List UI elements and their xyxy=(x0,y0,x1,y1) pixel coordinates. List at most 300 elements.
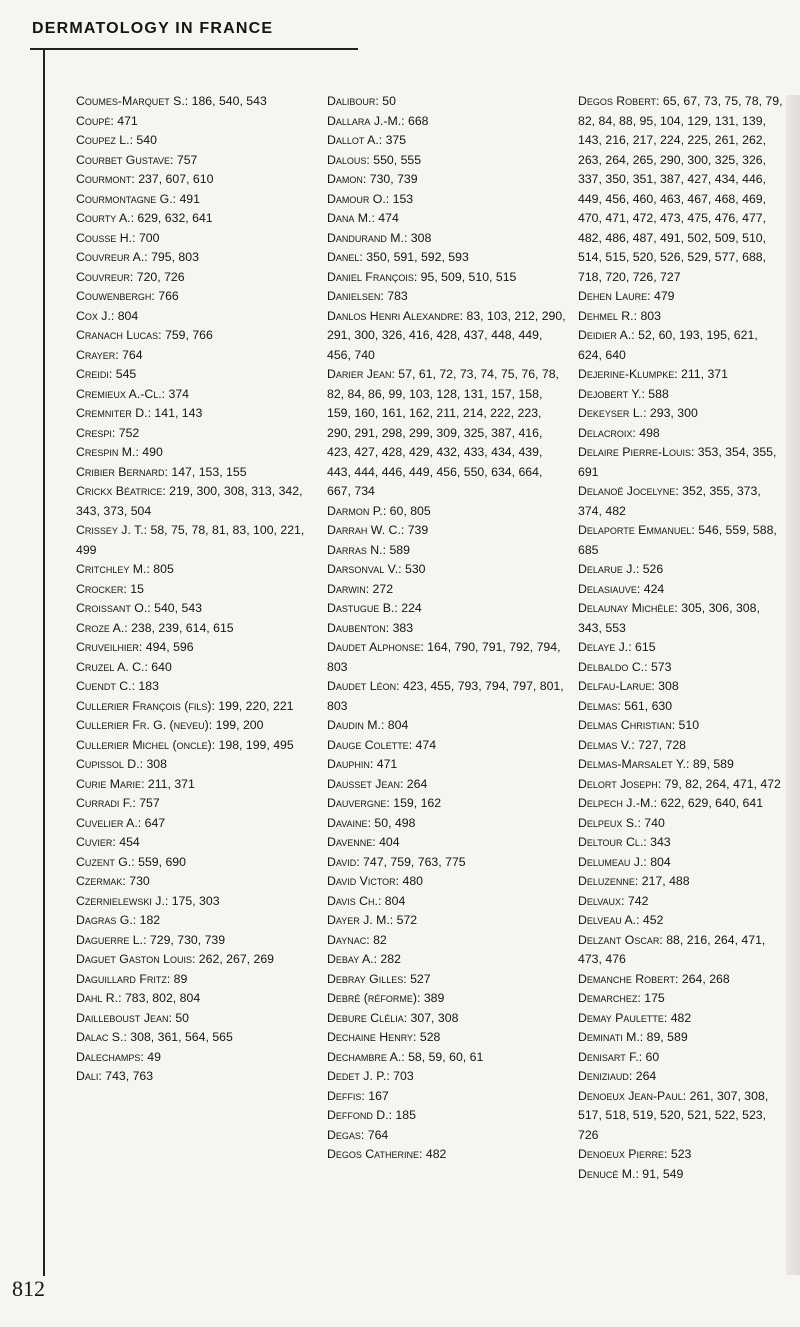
entry-pages: : 374 xyxy=(161,386,189,401)
entry-name: Davis Ch. xyxy=(327,893,378,908)
index-entry xyxy=(76,892,316,912)
entry-name: Delfau-Larue xyxy=(578,679,652,693)
entry-pages: : 804 xyxy=(110,308,139,323)
index-entry xyxy=(76,1048,316,1068)
index-entry xyxy=(327,931,567,951)
index-entry xyxy=(578,1009,783,1029)
index-entry xyxy=(76,599,316,619)
entry-pages: : 526 xyxy=(635,562,664,576)
entry-name: Delasiauve xyxy=(578,581,637,596)
entry-pages: : 352, 355, 373, 374, 482 xyxy=(578,484,761,518)
entry-pages: : 668 xyxy=(401,113,429,128)
index-entry xyxy=(76,365,316,385)
index-entry xyxy=(578,853,783,873)
entry-pages: : 308 xyxy=(651,679,679,693)
entry-pages: : 471 xyxy=(110,113,138,128)
entry-pages: : 58, 59, 60, 61 xyxy=(401,1049,484,1064)
index-entry xyxy=(578,326,783,365)
entry-pages: : 264 xyxy=(399,776,428,791)
entry-pages: : 198, 199, 495 xyxy=(211,737,294,752)
index-entry xyxy=(327,365,567,502)
entry-pages: : 804 xyxy=(377,893,406,908)
index-entry xyxy=(578,911,783,931)
entry-name: Delpech J.-M. xyxy=(578,796,654,810)
entry-name: Dedet J. P. xyxy=(327,1069,387,1083)
entry-name: Deffond D. xyxy=(327,1108,389,1122)
index-entry xyxy=(327,833,567,853)
entry-name: Deniziaud xyxy=(578,1069,629,1083)
entry-pages: : 471 xyxy=(369,757,398,771)
index-entry xyxy=(327,1106,567,1126)
index-entry xyxy=(327,560,567,580)
entry-pages: : 452 xyxy=(636,913,664,927)
index-entry xyxy=(578,287,783,307)
entry-name: Danel xyxy=(327,250,360,264)
index-entry xyxy=(76,229,316,249)
entry-name: Crespin M. xyxy=(76,445,136,459)
index-entry xyxy=(578,931,783,970)
index-entry xyxy=(578,365,783,385)
entry-name: Daubenton xyxy=(327,620,386,635)
entry-name: Delaire Pierre-Louis xyxy=(578,445,691,459)
entry-name: Denisart F. xyxy=(578,1049,639,1064)
entry-name: Coupé xyxy=(76,113,111,128)
entry-name: Deltour Cl. xyxy=(578,835,644,849)
index-entry xyxy=(327,268,567,288)
entry-name: Demay Paulette xyxy=(578,1010,664,1025)
entry-pages: : 57, 61, 72, 73, 74, 75, 76, 78, 82, 84, 86, 99, 103, 128, 131, 157, 158, 159, 160, 161, 162, 211, 214, 222, 223, 290, 291, 298, 299, 309, 325, 387, 416, 423, 427, 428, 429, 432, 433, 434, 439, 443, 444, 446, 449, 456, 550, 634, 664, 667, 734 xyxy=(327,367,559,498)
index-entry xyxy=(578,1028,783,1048)
entry-name: Cox J. xyxy=(76,308,111,323)
entry-pages: : 742 xyxy=(621,893,649,908)
entry-name: Damour O. xyxy=(327,191,386,206)
entry-pages: : 757 xyxy=(132,796,160,810)
entry-pages: : 629, 632, 641 xyxy=(130,211,213,225)
entry-pages: : 727, 728 xyxy=(631,737,687,752)
entry-pages: : 308 xyxy=(139,757,167,771)
index-entry xyxy=(327,1145,567,1165)
index-entry xyxy=(76,307,316,327)
entry-name: Daudet Alphonse xyxy=(327,640,421,654)
index-entry xyxy=(76,619,316,639)
entry-name: Dejobert Y. xyxy=(578,386,642,401)
entry-name: Cremniter D. xyxy=(76,406,148,420)
entry-pages: : 783, 802, 804 xyxy=(118,991,201,1005)
entry-pages: : 58, 75, 78, 81, 83, 100, 221, 499 xyxy=(76,523,305,557)
entry-pages: : 573 xyxy=(644,659,672,674)
entry-pages: : 261, 307, 308, 517, 518, 519, 520, 521, 522, 523, 726 xyxy=(578,1088,769,1142)
index-entry xyxy=(578,443,783,482)
entry-pages: : 482 xyxy=(663,1010,692,1025)
entry-name: Cribier Bernard xyxy=(76,464,165,479)
entry-pages: : 530 xyxy=(398,562,426,576)
entry-name: Critchley M. xyxy=(76,562,147,576)
entry-name: Davenne xyxy=(327,835,373,849)
entry-pages: : 89, 589 xyxy=(685,757,734,771)
entry-name: Delmas Christian xyxy=(578,718,672,732)
index-entry xyxy=(578,424,783,444)
index-entry xyxy=(76,638,316,658)
entry-pages: : 561, 630 xyxy=(617,698,673,713)
index-entry xyxy=(327,853,567,873)
entry-name: Dalechamps xyxy=(76,1049,141,1064)
index-entry xyxy=(578,580,783,600)
index-entry xyxy=(578,92,783,287)
entry-name: Denucé M. xyxy=(578,1166,636,1181)
entry-pages: : 185 xyxy=(388,1108,416,1122)
entry-name: Darsonval V. xyxy=(327,562,399,576)
entry-name: Delacroix xyxy=(578,425,633,440)
entry-name: Delbaldo C. xyxy=(578,659,645,674)
entry-name: David Victor xyxy=(327,874,396,888)
entry-name: Czermak xyxy=(76,874,123,888)
entry-pages: : 730 xyxy=(122,874,150,888)
entry-pages: : 49 xyxy=(140,1049,161,1064)
entry-name: Daguillard Fritz xyxy=(76,971,167,986)
entry-name: Daudin M. xyxy=(327,718,381,732)
running-head: DERMATOLOGY IN FRANCE xyxy=(32,20,274,37)
entry-pages: : 237, 607, 610 xyxy=(131,172,214,186)
entry-pages: : 282 xyxy=(373,952,401,966)
index-entry xyxy=(327,950,567,970)
index-entry xyxy=(76,1009,316,1029)
index-entry xyxy=(578,1087,783,1146)
index-entry xyxy=(578,775,783,795)
entry-name: Dekeyser L. xyxy=(578,406,644,420)
entry-pages: : 510 xyxy=(671,718,700,732)
index-entry xyxy=(578,482,783,521)
entry-pages: : 572 xyxy=(389,913,418,927)
entry-pages: : 474 xyxy=(371,211,399,225)
index-entry xyxy=(327,1087,567,1107)
entry-name: Dehmel R. xyxy=(578,308,634,323)
entry-name: Dauge Colette xyxy=(327,737,409,752)
entry-pages: : 153 xyxy=(385,191,414,206)
entry-name: Crocker xyxy=(76,581,124,596)
entry-name: Debay A. xyxy=(327,952,374,966)
index-entry xyxy=(327,112,567,132)
entry-name: Darmon P. xyxy=(327,503,383,518)
entry-pages: : 95, 509, 510, 515 xyxy=(413,269,517,284)
entry-pages: : 540, 543 xyxy=(147,601,202,615)
entry-name: Delaunay Michèle xyxy=(578,601,675,615)
entry-pages: : 479 xyxy=(647,289,675,303)
index-entry xyxy=(76,931,316,951)
index-entry xyxy=(327,1048,567,1068)
index-entry xyxy=(327,638,567,677)
entry-pages: : 50, 498 xyxy=(367,815,416,830)
entry-name: Couvreur xyxy=(76,269,130,284)
entry-name: Delaye J. xyxy=(578,640,629,654)
index-entry xyxy=(76,658,316,678)
index-entry xyxy=(76,677,316,697)
header-rule xyxy=(30,48,358,50)
index-entry xyxy=(327,190,567,210)
entry-pages: : 740 xyxy=(637,815,665,830)
entry-pages: : 423, 455, 793, 794, 797, 801, 803 xyxy=(327,679,564,713)
entry-name: Dagras G. xyxy=(76,913,133,927)
index-entry xyxy=(76,775,316,795)
index-entry xyxy=(76,580,316,600)
entry-pages: : 353, 354, 355, 691 xyxy=(578,445,777,479)
entry-name: Degas xyxy=(327,1127,361,1142)
entry-pages: : 498 xyxy=(632,425,660,440)
entry-name: Deffis xyxy=(327,1088,362,1103)
index-entry xyxy=(76,424,316,444)
entry-pages: : 589 xyxy=(382,542,410,557)
entry-name: Debré (réforme) xyxy=(327,991,417,1005)
entry-pages: : 147, 153, 155 xyxy=(164,464,247,479)
index-entry xyxy=(327,1009,567,1029)
index-entry xyxy=(76,112,316,132)
entry-name: Danielsen xyxy=(327,289,381,303)
entry-pages: : 65, 67, 73, 75, 78, 79, 82, 84, 88, 95, 104, 129, 131, 139, 143, 216, 217, 224, 225, 261, 262, 263, 264, 265, 290, 300, 325, 326, 337, 350, 351, 387, 427, 434, 446, 449, 456, 460, 463, 467, 468, 469, 470, 471, 472, 473, 475, 476, 477, 482, 486, 487, 491, 502, 509, 510, 514, 515, 520, 526, 529, 577, 688, 718, 720, 726, 727 xyxy=(578,94,783,284)
entry-name: Darrah W. C. xyxy=(327,523,401,537)
entry-pages: : 622, 629, 640, 641 xyxy=(653,796,764,810)
index-entry xyxy=(578,404,783,424)
index-entry xyxy=(76,287,316,307)
index-entry xyxy=(327,502,567,522)
entry-name: Dehen Laure xyxy=(578,289,648,303)
index-entry xyxy=(578,736,783,756)
index-entry xyxy=(76,1028,316,1048)
entry-pages: : 615 xyxy=(628,640,656,654)
entry-pages: : 764 xyxy=(360,1127,389,1142)
index-entry xyxy=(327,307,567,366)
index-entry xyxy=(327,229,567,249)
entry-pages: : 700 xyxy=(132,230,160,245)
entry-pages: : 647 xyxy=(137,815,166,830)
index-entry xyxy=(76,716,316,736)
entry-pages: : 343 xyxy=(643,835,671,849)
index-entry xyxy=(76,911,316,931)
entry-name: Couwenbergh xyxy=(76,289,152,303)
index-entry xyxy=(327,736,567,756)
entry-pages: : 795, 803 xyxy=(144,250,199,264)
entry-pages: : 219, 300, 308, 313, 342, 343, 373, 504 xyxy=(76,484,303,518)
index-entry xyxy=(76,872,316,892)
entry-name: Cullerier Fr. G. (neveu) xyxy=(76,718,209,732)
entry-name: Coupez L. xyxy=(76,133,130,147)
entry-pages: : 703 xyxy=(386,1069,414,1083)
margin-rule xyxy=(43,49,45,1276)
index-entry xyxy=(578,794,783,814)
index-entry xyxy=(76,248,316,268)
entry-name: Dastugue B. xyxy=(327,601,395,615)
entry-pages: : 404 xyxy=(372,835,400,849)
index-entry xyxy=(76,151,316,171)
entry-pages: : 747, 759, 763, 775 xyxy=(356,854,466,869)
entry-pages: : 424 xyxy=(636,581,665,596)
index-entry xyxy=(327,911,567,931)
entry-name: Delarue J. xyxy=(578,562,636,576)
entry-name: Cuendt C. xyxy=(76,679,132,693)
entry-name: Degos Robert xyxy=(578,94,657,108)
index-entry xyxy=(327,970,567,990)
entry-name: Cuvelier A. xyxy=(76,815,138,830)
entry-pages: : 82 xyxy=(366,932,387,947)
entry-pages: : 540 xyxy=(129,133,157,147)
entry-name: Delumeau J. xyxy=(578,854,644,869)
entry-name: Delveau A. xyxy=(578,913,637,927)
index-entry xyxy=(578,658,783,678)
index-entry xyxy=(578,970,783,990)
index-entry xyxy=(578,638,783,658)
entry-name: Delzant Oscar xyxy=(578,932,660,947)
entry-name: Darier Jean xyxy=(327,367,392,381)
index-entry xyxy=(327,92,567,112)
index-column-3 xyxy=(578,92,783,1184)
entry-pages: : 305, 306, 308, 343, 553 xyxy=(578,601,760,635)
index-entry xyxy=(76,950,316,970)
index-entry xyxy=(327,170,567,190)
index-entry xyxy=(327,892,567,912)
entry-name: Davaine xyxy=(327,815,368,830)
index-entry xyxy=(327,599,567,619)
entry-name: Couvreur A. xyxy=(76,250,145,264)
index-entry xyxy=(76,443,316,463)
index-entry xyxy=(578,677,783,697)
entry-name: Courty A. xyxy=(76,211,131,225)
entry-name: Coumes-Marquet S. xyxy=(76,94,185,108)
entry-name: Dailleboust Jean xyxy=(76,1010,169,1025)
entry-name: Danlos Henri Alexandre xyxy=(327,308,460,323)
entry-name: Delanoë Jocelyne xyxy=(578,484,676,498)
index-entry xyxy=(327,755,567,775)
entry-pages: : 308 xyxy=(403,230,432,245)
index-entry xyxy=(76,755,316,775)
index-entry xyxy=(578,1165,783,1185)
index-column-2 xyxy=(327,92,567,1165)
entry-name: Curradi F. xyxy=(76,796,133,810)
index-entry xyxy=(76,833,316,853)
entry-name: Deluzenne xyxy=(578,874,635,888)
entry-pages: : 15 xyxy=(123,581,144,596)
entry-pages: : 494, 596 xyxy=(138,640,194,654)
index-entry xyxy=(76,794,316,814)
entry-pages: : 52, 60, 193, 195, 621, 624, 640 xyxy=(578,328,758,362)
entry-name: Delaporte Emmanuel xyxy=(578,523,692,537)
entry-name: Cuvier xyxy=(76,835,113,849)
entry-name: Cupissol D. xyxy=(76,757,140,771)
entry-pages: : 752 xyxy=(111,425,140,440)
entry-pages: : 783 xyxy=(380,289,408,303)
entry-pages: : 804 xyxy=(643,854,671,869)
entry-pages: : 743, 763 xyxy=(98,1069,154,1083)
index-entry xyxy=(76,346,316,366)
entry-name: Cremieux A.-Cl. xyxy=(76,386,162,401)
index-entry xyxy=(578,1067,783,1087)
entry-pages: : 550, 555 xyxy=(366,152,422,167)
entry-name: Debure Clélia xyxy=(327,1010,404,1025)
entry-name: Dahl R. xyxy=(76,991,119,1005)
entry-pages: : 307, 308 xyxy=(403,1010,459,1025)
index-entry xyxy=(76,989,316,1009)
entry-pages: : 546, 559, 588, 685 xyxy=(578,523,777,557)
entry-pages: : 528 xyxy=(413,1030,441,1044)
index-entry xyxy=(578,1048,783,1068)
index-entry xyxy=(327,775,567,795)
entry-pages: : 217, 488 xyxy=(634,874,690,888)
entry-pages: : 60, 805 xyxy=(382,503,431,518)
index-entry xyxy=(76,814,316,834)
index-entry xyxy=(327,541,567,561)
entry-pages: : 264 xyxy=(628,1069,657,1083)
entry-name: Dallot A. xyxy=(327,133,379,147)
entry-name: Courmontagne G. xyxy=(76,191,173,206)
entry-pages: : 89 xyxy=(166,971,188,986)
index-entry xyxy=(327,1067,567,1087)
entry-pages: : 238, 239, 614, 615 xyxy=(124,620,234,635)
entry-name: Dali xyxy=(76,1069,99,1083)
index-entry xyxy=(76,326,316,346)
index-entry xyxy=(578,697,783,717)
entry-name: Degos Catherine xyxy=(327,1147,420,1161)
index-entry xyxy=(327,872,567,892)
entry-name: Courbet Gustave xyxy=(76,152,171,167)
index-entry xyxy=(76,1067,316,1087)
index-entry xyxy=(578,307,783,327)
index-entry xyxy=(327,677,567,716)
entry-pages: : 182 xyxy=(132,913,161,927)
entry-name: Daudet Léon xyxy=(327,679,397,693)
index-entry xyxy=(578,814,783,834)
entry-pages: : 757 xyxy=(170,152,198,167)
entry-name: Cruzel A. C. xyxy=(76,659,145,674)
index-entry xyxy=(578,385,783,405)
entry-name: Demanche Robert xyxy=(578,971,676,986)
index-entry xyxy=(327,248,567,268)
index-entry xyxy=(327,151,567,171)
index-entry xyxy=(327,131,567,151)
entry-name: Damon xyxy=(327,172,363,186)
entry-pages: : 764 xyxy=(115,347,143,362)
entry-pages: : 50 xyxy=(375,94,396,108)
index-entry xyxy=(76,209,316,229)
entry-pages: : 545 xyxy=(108,367,137,381)
index-entry xyxy=(327,716,567,736)
entry-pages: : 640 xyxy=(144,659,172,674)
entry-pages: : 50 xyxy=(168,1010,189,1025)
entry-pages: : 308, 361, 564, 565 xyxy=(123,1030,233,1044)
entry-name: Dauphin xyxy=(327,757,370,771)
entry-name: Dausset Jean xyxy=(327,776,400,791)
entry-pages: : 527 xyxy=(403,971,431,986)
entry-name: Deminati M. xyxy=(578,1030,640,1044)
index-entry xyxy=(76,521,316,560)
entry-name: Cuzent G. xyxy=(76,854,132,869)
entry-pages: : 211, 371 xyxy=(141,776,195,791)
entry-name: Dalous xyxy=(327,152,367,167)
index-entry xyxy=(76,385,316,405)
entry-pages: : 175, 303 xyxy=(164,893,220,908)
entry-name: Croze A. xyxy=(76,620,125,635)
index-entry xyxy=(578,833,783,853)
entry-name: Crayer xyxy=(76,347,116,362)
index-entry xyxy=(327,521,567,541)
index-entry xyxy=(327,794,567,814)
entry-pages: : 186, 540, 543 xyxy=(184,94,267,108)
entry-pages: : 523 xyxy=(664,1147,692,1161)
entry-name: Cullerier François (fils) xyxy=(76,698,212,713)
entry-name: Delvaux xyxy=(578,893,622,908)
entry-pages: : 167 xyxy=(361,1088,389,1103)
facing-page-bleed xyxy=(786,95,800,1275)
entry-pages: : 730, 739 xyxy=(362,172,418,186)
entry-pages: : 262, 267, 269 xyxy=(191,952,275,966)
entry-pages: : 803 xyxy=(633,308,661,323)
entry-pages: : 804 xyxy=(380,718,409,732)
